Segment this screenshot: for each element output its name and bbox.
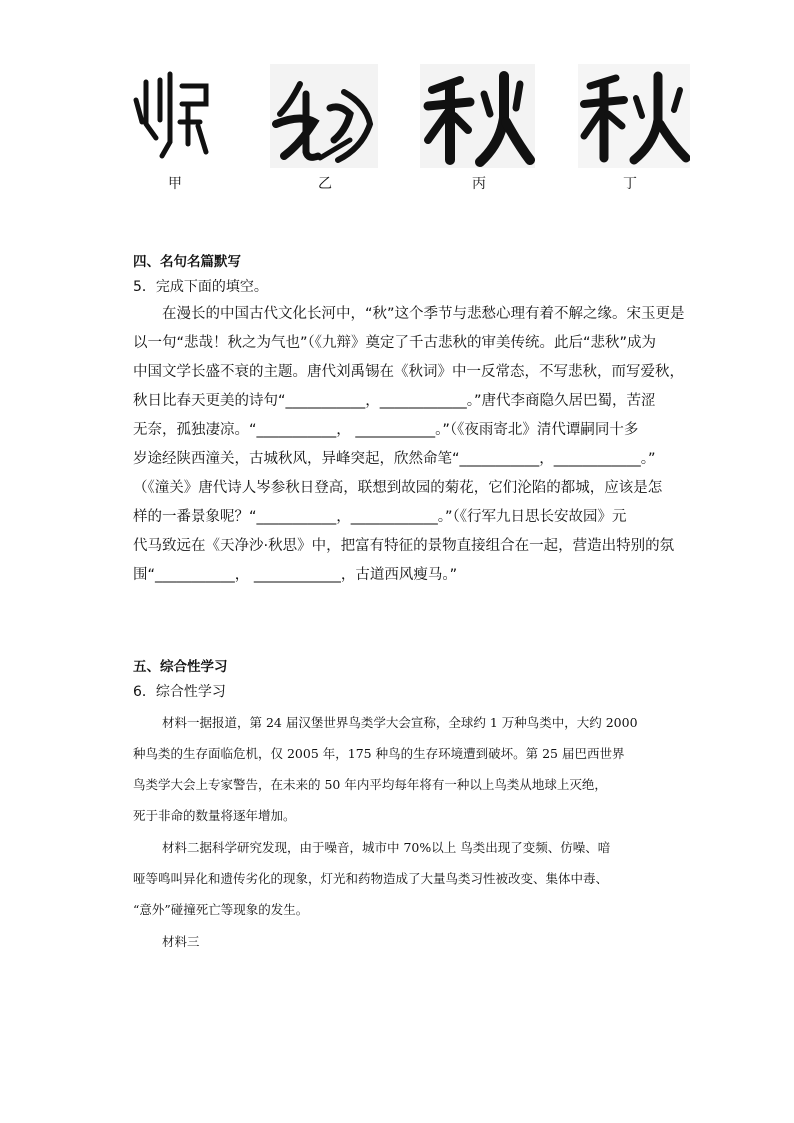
- passage-line: 在漫长的中国古代文化长河中，“秋”这个季节与悲愁心理有着不解之缘。宋玉更是: [162, 306, 685, 322]
- material-line: 材料二据科学研究发现，由于噪音，城市中 70%以上 鸟类出现了变频、仿噪、喑: [162, 840, 611, 855]
- passage-line: 无奈，孤独凄凉。“___________， ___________。”（《夜雨寄北》清代谭嗣同十多: [133, 422, 639, 438]
- calligraphy-image-bing: [420, 64, 535, 174]
- material-line: 鸟类学大会上专家警告，在未来的 50 年内平均每年将有一种以上鸟类从地球上灭绝，: [133, 777, 607, 792]
- material-line: 种鸟类的生存面临危机，仅 2005 年，175 种鸟的生存环境遭到破坏。第 25 届巴西世界: [133, 746, 625, 761]
- material-line: “意外”碰撞死亡等现象的发生。: [133, 902, 309, 917]
- calligraphy-image-jia: [132, 64, 212, 174]
- material-two: [133, 832, 673, 925]
- passage-line: 岁途经陕西潼关，古城秋风，异峰突起，欣然命笔“___________，____________。”: [133, 451, 656, 467]
- material-line: 材料三: [162, 934, 200, 949]
- question-5-prompt: 5．完成下面的填空。: [133, 279, 268, 295]
- caption-jia: 甲: [168, 176, 182, 192]
- material-one: [133, 707, 673, 831]
- section-5-heading: 五、综合性学习: [133, 659, 228, 675]
- question-5-passage: [133, 300, 685, 590]
- material-line: 死于非命的数量将逐年增加。: [133, 808, 296, 823]
- material-three: [133, 926, 673, 957]
- material-line: 材料一据报道，第 24 届汉堡世界鸟类学大会宣称，全球约 1 万种鸟类中，大约 2000: [162, 715, 638, 730]
- passage-line: （《潼关》唐代诗人岑参秋日登高，联想到故园的菊花，它们沦陷的都城，应该是怎: [133, 480, 663, 496]
- passage-line: 样的一番景象呢？“___________，____________。”（《行军九日思长安故园》元: [133, 509, 627, 525]
- passage-line: 以一句“悲哉！秋之为气也”（《九辩》奠定了千古悲秋的审美传统。此后“悲秋”成为: [133, 335, 657, 351]
- material-line: 哑等鸣叫异化和遗传劣化的现象，灯光和药物造成了大量鸟类习性被改变、集体中毒、: [133, 871, 609, 886]
- calligraphy-image-yi: [270, 64, 378, 174]
- caption-ding: 丁: [623, 176, 637, 192]
- section-4-heading: 四、名句名篇默写: [133, 254, 241, 270]
- passage-line: 中国文学长盛不衰的主题。唐代刘禹锡在《秋词》中一反常态，不写悲秋，而写爱秋，: [133, 364, 684, 380]
- question-6-prompt: 6．综合性学习: [133, 684, 226, 700]
- passage-line: 围“___________， ____________，古道西风瘦马。”: [133, 567, 458, 583]
- passage-line: 秋日比春天更美的诗句“___________，____________。”唐代李商隐久居巴蜀，苦涩: [133, 393, 656, 409]
- caption-yi: 乙: [318, 176, 332, 192]
- passage-line: 代马致远在《天净沙·秋思》中，把富有特征的景物直接组合在一起，营造出特别的氛: [133, 538, 675, 554]
- caption-bing: 丙: [472, 176, 486, 192]
- calligraphy-image-ding: [578, 64, 690, 174]
